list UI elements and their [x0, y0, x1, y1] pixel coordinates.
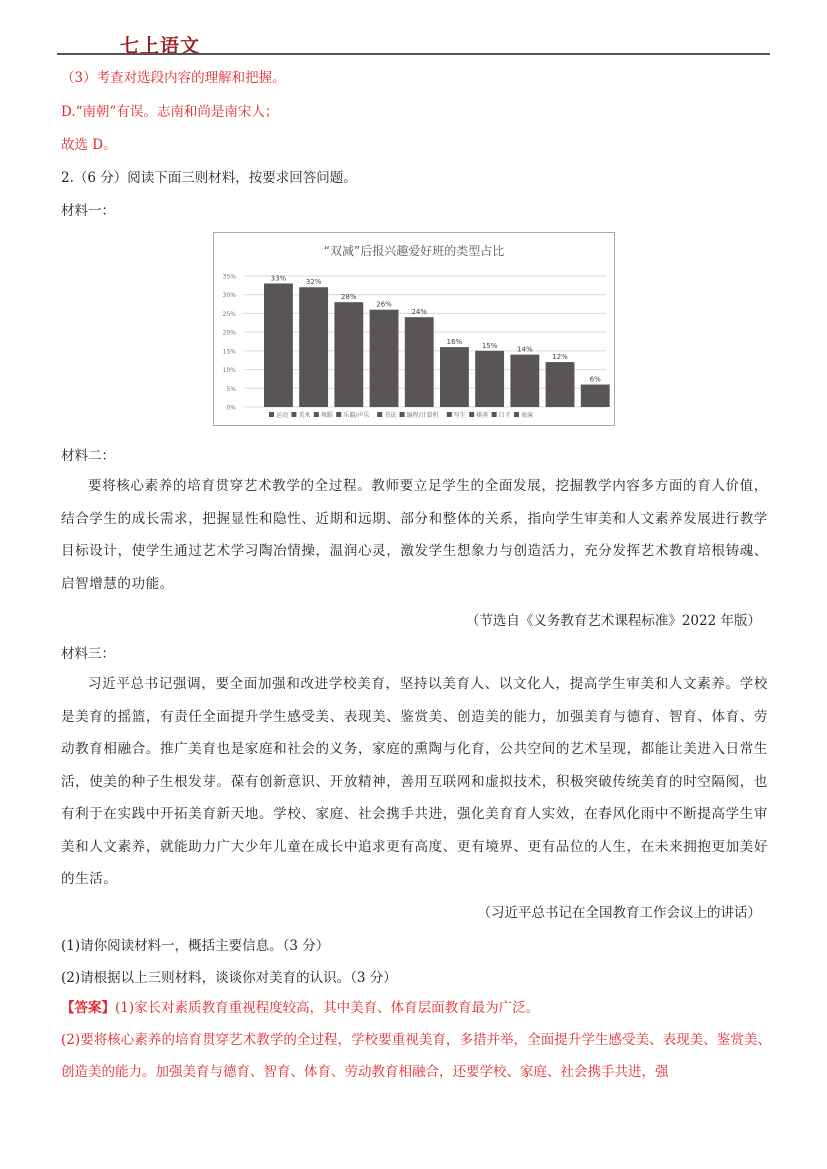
y-tick-label: 35%	[222, 273, 236, 281]
legend-swatch	[469, 412, 474, 417]
legend-swatch	[400, 412, 405, 417]
bar	[405, 317, 434, 407]
bar-chart	[213, 232, 615, 426]
bar	[546, 362, 575, 407]
material-2-label: 材料二：	[61, 448, 115, 464]
bar-value-label: 6%	[589, 375, 601, 384]
legend-label: 编程/计算机	[406, 412, 439, 419]
legend-swatch	[377, 412, 382, 417]
bar	[581, 385, 610, 407]
legend-swatch	[336, 412, 341, 417]
y-tick-label: 0%	[226, 404, 236, 412]
legend-label: 写生	[453, 412, 466, 419]
chart-title: “双减”后报兴趣爱好班的类型占比	[323, 244, 505, 258]
bar-value-label: 14%	[517, 345, 533, 354]
bar-value-label: 16%	[446, 338, 463, 347]
bar-value-label: 15%	[481, 341, 498, 350]
question-stem: 2.（6 分）阅读下面三则材料，按要求回答问题。	[61, 170, 357, 186]
chart-svg	[214, 233, 614, 425]
legend-label: 口才	[498, 412, 511, 419]
bar-value-label: 28%	[341, 293, 357, 302]
legend-swatch	[447, 412, 452, 417]
y-tick-label: 30%	[222, 292, 236, 300]
legend-label: 表演	[521, 412, 534, 419]
legend-swatch	[291, 412, 296, 417]
bar	[440, 347, 469, 407]
bar	[334, 302, 363, 407]
material-1-label: 材料一：	[61, 203, 115, 219]
bar-value-label: 26%	[376, 300, 392, 309]
y-tick-label: 15%	[222, 348, 236, 356]
prev-answer-line-3: 故选 D。	[61, 137, 117, 153]
bar	[510, 355, 539, 407]
material-2-source: （节选自《义务教育艺术课程标准》2022 年版）	[465, 613, 761, 629]
bar	[264, 283, 293, 407]
answer-2: (2)要将核心素养的培育贯穿艺术教学的全过程，学校要重视美育，多措并举，全面提升学生感受美、表现美、鉴赏美、创造美的能力。加强美育与德育、智育、体育、劳动教育相融合，还要学校、家庭、社会携手共进，强	[61, 1032, 771, 1080]
bar-value-label: 24%	[411, 308, 428, 317]
legend-label: 运动	[276, 412, 289, 419]
legend-label: 棋类	[476, 412, 489, 419]
material-3-label: 材料三：	[61, 646, 115, 662]
prev-answer-line-1: （3）考查对选段内容的理解和把握。	[61, 70, 286, 86]
legend-label: 乐器/声乐	[343, 412, 370, 419]
prev-answer-line-2: D.“南朝”有误。志南和尚是南宋人；	[61, 104, 279, 120]
bar	[475, 351, 504, 407]
material-3-text: 习近平总书记强调，要全面加强和改进学校美育，坚持以美育人、以文化人，提高学生审美和人文素养。学校是美育的摇篮，有责任全面提升学生感受美、表现美、鉴赏美、创造美的能力，加强美育与德育、智育、体育、劳动教育相融合。推广美育也是家庭和社会的义务，家庭的熏陶与化育，公共空间的艺术呈现，都能让美进入日常生活，使美的种子生根发芽。葆有创新意识、开放精神，善用互联网和虚拟技术，积极突破传统美育的时空隔阂，也有利于在实践中开拓美育新天地。学校、家庭、社会携手共进，强化美育育人实效，在春风化雨中不断提高学生审美和人文素养，就能助力广大少年儿童在成长中追求更有高度、更有境界、更有品位的人生，在未来拥抱更加美好的生活。	[61, 676, 768, 887]
sub-question-1: (1)请你阅读材料一，概括主要信息。（3 分）	[61, 938, 330, 954]
answer-1: (1)家长对素质教育重视程度较高，其中美育、体育层面教育最为广泛。	[115, 1000, 540, 1016]
y-tick-label: 20%	[222, 329, 236, 337]
y-tick-label: 25%	[222, 310, 236, 318]
material-3-source: （习近平总书记在全国教育工作会议上的讲话）	[477, 905, 761, 921]
legend-label: 舞蹈	[320, 412, 333, 419]
material-2-text: 要将核心素养的培育贯穿艺术教学的全过程。教师要立足学生的全面发展，挖掘教学内容多方面的育人价值，结合学生的成长需求，把握显性和隐性、近期和远期、部分和整体的关系，指向学生审美和人文素养发展进行教学目标设计，使学生通过艺术学习陶冶情操，温润心灵，激发学生想象力与创造活力，充分发挥艺术教育培根铸魂、启智增慧的功能。	[61, 478, 768, 592]
bar-value-label: 33%	[270, 274, 287, 283]
bar	[299, 287, 328, 407]
legend-swatch	[492, 412, 497, 417]
legend-swatch	[314, 412, 319, 417]
sub-question-2: (2)请根据以上三则材料，谈谈你对美育的认识。（3 分）	[61, 970, 397, 986]
answer-tag: 【答案】	[61, 1000, 115, 1016]
y-tick-label: 5%	[226, 385, 236, 393]
bar	[370, 310, 399, 407]
header-title: 七上语文	[120, 35, 201, 57]
legend-swatch	[269, 412, 274, 417]
y-tick-label: 10%	[222, 367, 236, 375]
answer-line-1	[61, 992, 771, 1024]
legend-swatch	[514, 412, 519, 417]
header-divider	[57, 53, 770, 55]
legend-label: 书法	[384, 412, 397, 419]
legend-label: 美术	[298, 412, 311, 419]
bar-value-label: 32%	[305, 278, 322, 287]
bar-value-label: 12%	[552, 353, 568, 362]
